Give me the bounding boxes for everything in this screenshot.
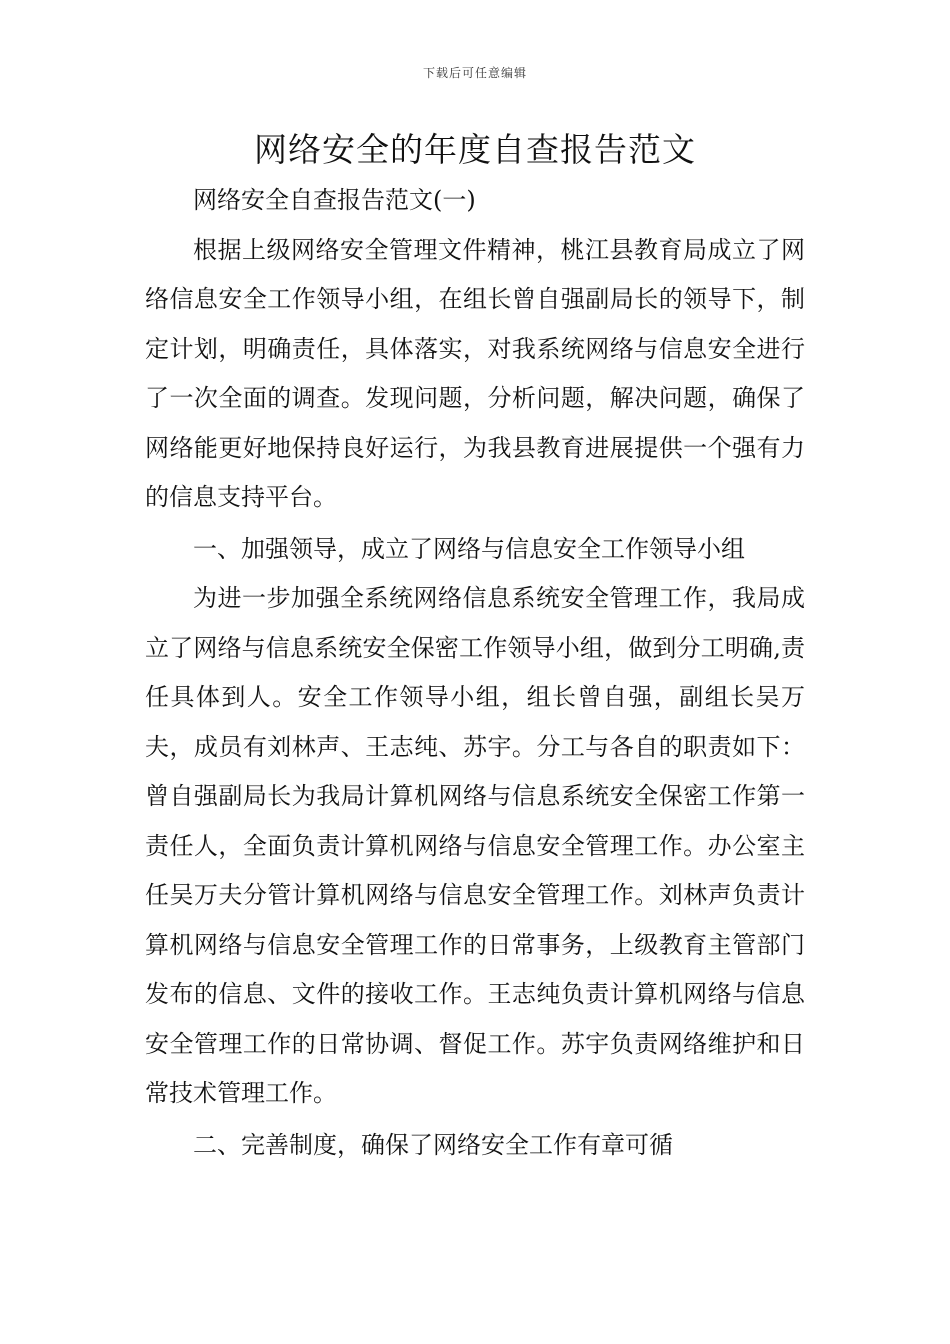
section-heading-2: 二、完善制度，确保了网络安全工作有章可循 (193, 1130, 673, 1159)
document-subtitle: 网络安全自查报告范文(一) (193, 186, 476, 214)
intro-paragraph: 根据上级网络安全管理文件精神，桃江县教育局成立了网络信息安全工作领导小组，在组长曾自强副局长的领导下，制定计划，明确责任，具体落实，对我系统网络与信息安全进行了一次全面的调查。发现问题，分析问题，解决问题，确保了网络能更好地保持良好运行，为我县教育进展提供一个强有力的信息支持平台。 (145, 235, 805, 511)
section-1-paragraph: 为进一步加强全系统网络信息系统安全管理工作，我局成立了网络与信息系统安全保密工作领导小组，做到分工明确,责任具体到人。安全工作领导小组，组长曾自强，副组长吴万夫，成员有刘林声、王志纯、苏宇。分工与各自的职责如下：曾自强副局长为我局计算机网络与信息系统安全保密工作第一责任人，全面负责计算机网络与信息安全管理工作。办公室主任吴万夫分管计算机网络与信息安全管理工作。刘林声负责计算机网络与信息安全管理工作的日常事务，上级教育主管部门发布的信息、文件的接收工作。王志纯负责计算机网络与信息安全管理工作的日常协调、督促工作。苏宇负责网络维护和日常技术管理工作。 (145, 584, 805, 1107)
section-heading-1: 一、加强领导，成立了网络与信息安全工作领导小组 (193, 534, 745, 563)
document-title: 网络安全的年度自查报告范文 (254, 130, 696, 169)
page-header-note: 下载后可任意编辑 (422, 66, 527, 80)
document-body (145, 176, 805, 1170)
